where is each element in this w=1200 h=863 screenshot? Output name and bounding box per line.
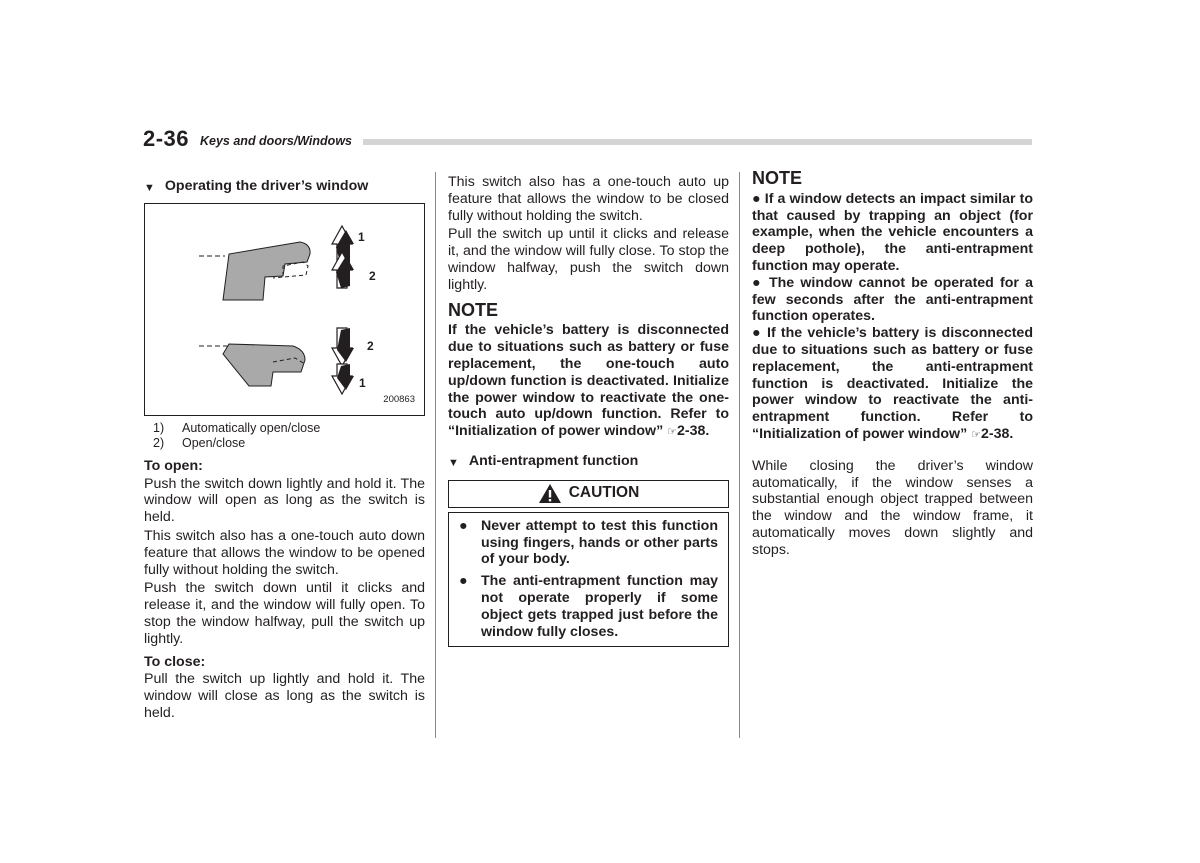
note-text: If the vehicle’s battery is disconnected due to situations such as battery or fuse replacement, the one-touch auto up/down function is deactivated. Initialize the power window to reactivate the one-touch auto up/down function. Refer to “Initialization of power window” ☞2-38.	[448, 322, 729, 440]
caution-box	[448, 512, 729, 648]
header-rule	[363, 139, 1032, 145]
paragraph: Pull the switch up until it clicks and release it, and the window will fully close. To stop the window halfway, push the switch down lightly.	[448, 226, 729, 293]
note-heading: NOTE	[448, 299, 499, 320]
figure-legend	[153, 421, 425, 452]
note-item: ● If the vehicle’s battery is disconnected due to situations such as battery or fuse replacement, the anti-entrapment function is deactivated. Initialize the power window to reactivate the anti-entrapment function. Refer to “Initialization of power window” ☞2-38.	[752, 325, 1033, 442]
figure-code: 200863	[383, 394, 415, 405]
paragraph: This switch also has a one-touch auto down feature that allows the window to be opened fully without holding the switch.	[144, 527, 425, 578]
note-item: ● The window cannot be operated for a few seconds after the anti-entrapment function operates.	[752, 274, 1033, 325]
reference-icon: ☞	[971, 428, 981, 441]
to-close-label: To close:	[144, 653, 206, 670]
column-2	[448, 174, 729, 647]
column-1	[144, 174, 425, 724]
paragraph: While closing the driver’s window automatically, if the window senses a substantial enough object trapped between the window and the window frame, it automatically moves down slightly and stops.	[752, 457, 1033, 558]
column-divider	[739, 172, 740, 738]
reference-icon: ☞	[667, 426, 677, 439]
label-down-1: 1	[359, 375, 366, 390]
legend-item: 1) Automatically open/close	[153, 420, 321, 435]
legend-item: 2) Open/close	[153, 436, 246, 451]
caution-item: ● The anti-entrapment function may not operate properly if some object gets trapped just before the window fully closes.	[459, 573, 718, 640]
window-switch-diagram	[145, 204, 424, 415]
section-title: Keys and doors/Windows	[200, 134, 352, 148]
page-header	[143, 126, 1032, 150]
label-down-2: 2	[367, 338, 374, 353]
paragraph: Push the switch down until it clicks and release it, and the window will fully open. To stop the window halfway, pull the switch up lightly.	[144, 580, 425, 647]
caution-item: ● Never attempt to test this function using fingers, hands or other parts of your body.	[459, 517, 718, 568]
column-3	[752, 168, 1034, 561]
page-number: 2-36	[143, 126, 190, 151]
heading-anti-entrapment: ▼ Anti-entrapment function	[448, 453, 729, 472]
heading-operating-drivers-window: ▼ Operating the driver’s window	[144, 178, 425, 197]
label-up-1: 1	[358, 229, 365, 244]
triangle-marker-icon: ▼	[144, 182, 155, 194]
caution-header: CAUTION	[448, 480, 729, 508]
paragraph: Push the switch down lightly and hold it. The window will open as long as the switch is held.	[144, 475, 425, 526]
paragraph: This switch also has a one-touch auto up feature that allows the window to be closed fully without holding the switch.	[448, 174, 729, 224]
triangle-marker-icon: ▼	[448, 456, 459, 469]
warning-icon	[538, 483, 562, 504]
note-item: ● If a window detects an impact similar to that caused by trapping an object (for example, when the vehicle encounters a deep pothole), the anti-entrapment function may operate.	[752, 190, 1034, 274]
to-open-label: To open:	[144, 457, 203, 474]
note-heading: NOTE	[752, 168, 803, 188]
column-divider	[435, 172, 436, 738]
paragraph: Pull the switch up lightly and hold it. The window will close as long as the switch is held.	[144, 671, 425, 721]
label-up-2: 2	[369, 268, 376, 283]
switch-illustration	[144, 203, 425, 416]
